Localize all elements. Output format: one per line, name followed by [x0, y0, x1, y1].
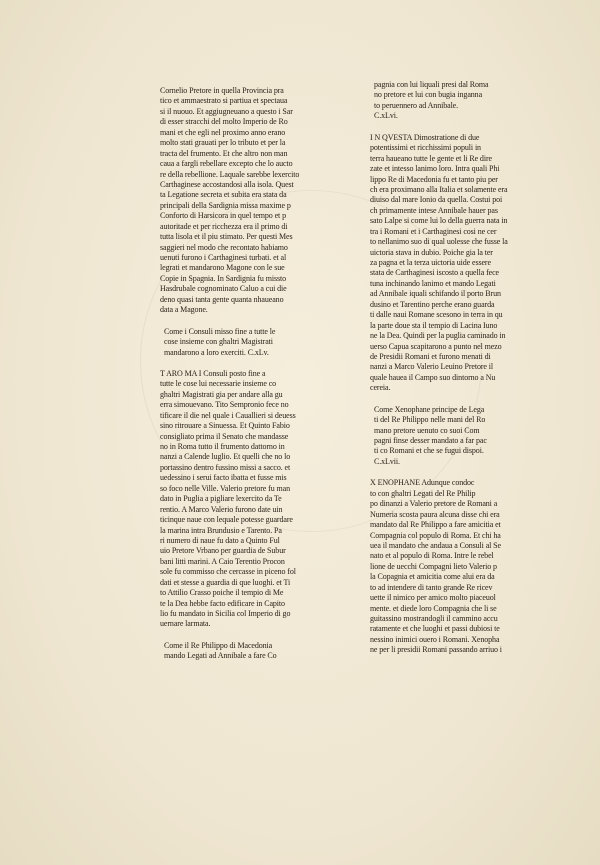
text-line: no pretore et lui con bugia inganna — [374, 90, 483, 100]
text-line: uernare larmata. — [160, 619, 211, 629]
text-line: cereia. — [370, 383, 391, 393]
text-line: cose insieme con ghaltri Magistrati — [164, 337, 273, 347]
text-line: la parte doue sta il tempio di Lacina Iuno — [370, 320, 498, 330]
text-line: re della rebellione. Laquale sarebbe lexercito — [160, 169, 300, 179]
text-line: autoritade et per ricchezza era il primo di — [160, 221, 288, 231]
text-line: potentissimi et ricchissimi populi in — [370, 143, 481, 153]
text-line: ticinque naue con lequale potesse guardare — [160, 515, 293, 525]
text-line: legrati et mandarono Magone con le sue — [160, 263, 285, 273]
text-line: ri numero di naue fu dato a Quinto Ful — [160, 535, 280, 545]
text-line: rentio. A Marco Valerio furono date uin — [160, 504, 283, 514]
text-line: Copie in Spagnia. In Sardignia fu missto — [160, 273, 286, 283]
gap — [160, 358, 360, 369]
text-line: ne la Dea. Quindi per la puglia caminado in — [370, 331, 506, 341]
text-line: uenuti furono i Carthaginesi turbati. et al — [160, 253, 287, 262]
text-line: uedessino i serui facto ibatta et fusse mis — [160, 473, 287, 483]
text-line: to Attilio Crasso poiche il tempio di Me — [160, 588, 284, 598]
text-line: ti co Romani et che se fugui dispoi. — [374, 446, 484, 456]
text-line: si il nuouo. Et aggiugneuano a questo i Sar — [160, 106, 293, 116]
text-line: Come il Re Philippo di Macedonia — [164, 640, 273, 650]
text-line: dati et stesse a guardia di que luoghi. et Ti — [160, 577, 291, 587]
text-line: za pagna et la terza uictoria uide essere — [370, 258, 491, 267]
text-line: portassino dentro fussino missi a sacco. et — [160, 462, 291, 472]
text-line: to peruennero ad Annibale. — [374, 100, 459, 110]
text-line: lippo Re di Macedonia fu et tanto piu per — [370, 174, 498, 184]
text-line: guitassino mostrandogli il cammino accu — [370, 614, 498, 623]
text-line: sino ritrouare a Sinuessa. Et Quinto Fabio — [160, 421, 290, 431]
text-line: ne per li presidii Romani passando arriuo i — [370, 645, 502, 655]
text-line: bani litti marini. A Caio Terentio Procon — [160, 556, 285, 566]
text-line: diuiso dal mare Ionio da quella. Costui poi — [370, 195, 503, 205]
text-line: mandato dal Re Philippo a fare amicitia et — [370, 520, 501, 530]
text-line: sole fu commisso che cercasse in piceno fol — [160, 567, 296, 577]
text-line: Come i Consuli misso fine a tutte le — [164, 326, 276, 336]
text-line: lio fu mandato in Sicilia col Imperio di go — [160, 609, 291, 618]
text-line: to ad intendere di tanto grande Re ricev — [370, 582, 493, 592]
text-line: mandarono a loro exerciti. C.xLv. — [164, 347, 269, 357]
gap — [370, 394, 580, 405]
text-line: dusino et Tarentino perche erano guarda — [370, 299, 495, 309]
text-line: ad Annibale iquali schifando il porto Brun — [370, 289, 501, 299]
text-line: X ENOPHANE Adunque condoc — [370, 478, 475, 488]
text-line: sato Lalpe si come lui lo della guerra nata in — [370, 216, 508, 226]
right-column — [370, 80, 580, 656]
right-chapter-heading-2 — [370, 405, 580, 468]
text-line: uea il mandato che andaua a Consuli al Se — [370, 540, 501, 550]
right-paragraph-1 — [370, 133, 580, 394]
text-line: saggieri nel modo che recontato habiamo — [160, 242, 288, 252]
text-line: tutta lisola et il piu stimato. Per questi Mes — [160, 232, 293, 242]
text-line: nato et al populo di Roma. Intre le rebel — [370, 551, 494, 561]
text-line: de Presidii Romani et furono menati di — [370, 351, 491, 361]
text-line: Come Xenophane principe de Lega — [374, 404, 485, 414]
text-line: molto stati grauati per lo tributo et per la — [160, 138, 286, 148]
text-line: la Copagnia et amicitia come alui era da — [370, 572, 495, 582]
text-line: lione de uecchi Compagni lieto Valerio p — [370, 561, 497, 571]
text-line: la marina intra Brundusio e Tarento. Pa — [160, 525, 282, 535]
gap — [370, 467, 580, 478]
text-line: caua a fargli rebellare excepto che lo aucto — [160, 159, 293, 169]
text-line: ghaltri Magistrati gia per andare alla gu — [160, 389, 283, 399]
text-line: terra haueano tutte le gente et li Re dire — [370, 153, 492, 163]
left-chapter-heading-1 — [160, 327, 360, 358]
text-line: ch primamente intese Annibale hauer pas — [370, 205, 498, 215]
text-line: mente. et diede loro Compagnia che li se — [370, 603, 497, 613]
text-line: tutte le cose lui necessarie insieme co — [160, 379, 277, 389]
text-line: quale hauea il Campo suo dintorno a Nu — [370, 372, 496, 382]
text-line: so foco nelle Ville. Valerio pretore fu man — [160, 483, 290, 493]
text-line: tico et ammaestrato si partiua et spectaua — [160, 96, 288, 106]
text-line: tra i Romani et i Carthaginesi cosi ne cer — [370, 226, 497, 236]
gap — [160, 630, 360, 641]
text-line: pagnia con lui liquali presi dal Roma — [374, 80, 489, 89]
text-line: di esser stracchi del molto Imperio de Ro — [160, 117, 288, 127]
text-line: ta Legatione secreta et subita era stata da — [160, 190, 287, 200]
right-chapter-heading-1 — [370, 80, 580, 122]
text-line: erra simouevano. Tito Sempronio fece no — [160, 400, 289, 410]
text-line: consigliato prima il Senato che mandasse — [160, 431, 289, 441]
text-line: data a Magone. — [160, 305, 208, 315]
text-line: mando Legati ad Annibale a fare Co — [164, 651, 277, 661]
text-line: uette il nimico per amico molto piaceuol — [370, 593, 496, 603]
text-line: mano pretore uenuto co suoi Com — [374, 425, 480, 435]
text-line: uio Pretore Vrbano per guardia de Subur — [160, 546, 286, 556]
text-line: Conforto di Harsicora in quel tempo et p — [160, 211, 286, 221]
text-line: uerso Capua scapitarono a punto nel mezo — [370, 341, 502, 351]
left-paragraph-1 — [160, 86, 360, 316]
text-line: nanzi a Calende luglio. Et quelli che no lo — [160, 452, 291, 462]
text-line: stata de Carthaginesi iscosto a quella fece — [370, 268, 499, 278]
left-chapter-heading-2 — [160, 641, 360, 662]
text-line: to con ghaltri Legati del Re Philip — [370, 488, 476, 498]
text-line: C.xLvii. — [374, 456, 400, 466]
left-column — [160, 86, 360, 662]
right-paragraph-2 — [370, 478, 580, 655]
text-line: pagni finse desser mandato a far pac — [374, 436, 487, 445]
text-line: ratamente et che luoghi et passi dubiosi te — [370, 624, 500, 634]
text-line: Compagnia col populo di Roma. Et chi ha — [370, 530, 501, 540]
text-line: to nellanimo suo di qual uolesse che fusse la — [370, 237, 508, 247]
text-line: dato in Puglia a pigliare lexercito da Te — [160, 494, 282, 504]
gap — [160, 316, 360, 327]
text-line: principali della Sardignia missa maxime p — [160, 200, 291, 210]
text-line: tracta del frumento. Et che altro non man — [160, 148, 288, 158]
text-line: ti del Re Philippo nelle mani del Ro — [374, 415, 486, 425]
text-line: nanzi a Marco Valerio Leuino Pretore il — [370, 362, 494, 372]
text-line: deno quasi tanta gente quanta nhaueano — [160, 294, 284, 304]
left-paragraph-2 — [160, 369, 360, 630]
text-line: nessino inimici ouero i Romani. Xenopha — [370, 634, 500, 644]
text-line: Hasdrubale cognominato Caluo a cui die — [160, 284, 287, 294]
text-line: T ARO MA I Consuli posto fine a — [160, 368, 266, 378]
text-line: po dinanzi a Valerio pretore de Romani a — [370, 499, 498, 509]
text-line: I N QVESTA Dimostratione di due — [370, 132, 480, 142]
text-line: Carthaginese accostandosi alla isola. Quest — [160, 179, 294, 189]
text-line: tuna inchinando lanimo et mando Legati — [370, 278, 496, 288]
text-line: zate et intesso lanimo loro. Intra quali Phi — [370, 164, 500, 174]
text-line: te la Dea hebbe facto edificare in Capito — [160, 598, 285, 608]
text-line: ti dalle naui Romane scesono in terra in qu — [370, 310, 503, 320]
text-line: C.xLvi. — [374, 111, 398, 121]
text-line: Numeria scosta paura alcuna disse chi era — [370, 509, 500, 519]
text-line: mani et che egli nel proximo anno erano — [160, 127, 286, 137]
text-line: Cornelio Pretore in quella Provincia pra — [160, 86, 284, 95]
text-line: uictoria stava in dubio. Poiche gia la ter — [370, 247, 493, 257]
text-line: tificare il die nel quale i Cauallieri si deuess — [160, 410, 296, 420]
gap — [370, 122, 580, 133]
text-line: no in Roma tutto il frumento dattorno in — [160, 442, 285, 451]
text-line: ch era proximano alla Italia et solamente era — [370, 184, 508, 194]
